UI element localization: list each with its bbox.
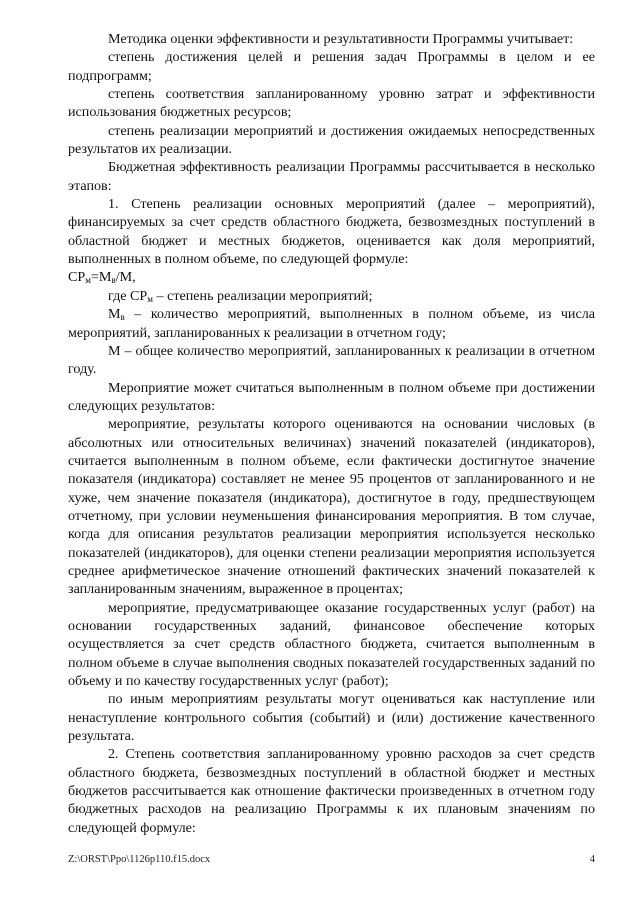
formula-implementation-degree: [68, 268, 595, 286]
file-path: Z:\ORST\Ppo\1126p110.f15.docx: [68, 854, 211, 865]
paragraph: степень достижения целей и решения задач Программы в целом и ее подпрограмм;: [68, 49, 595, 84]
definition-term: где СР: [108, 287, 148, 304]
formula-rhs: /М,: [115, 269, 136, 286]
formula-eq: =М: [90, 269, 112, 286]
paragraph: Методика оценки эффективности и результативности Программы учитывает:: [108, 31, 574, 47]
definition-text: – степень реализации мероприятий;: [152, 287, 373, 304]
definition-term: М: [108, 306, 121, 323]
definition-term-subscript: в: [120, 312, 125, 323]
formula-lhs-subscript: м: [85, 275, 91, 286]
paragraph: степень соответствия запланированному уровню затрат и эффективности использования бюджетных ресурсов;: [68, 86, 595, 121]
definition-mv: [68, 305, 595, 342]
paragraph: мероприятие, результаты которого оцениваются на основании числовых (в абсолютных или относительных величинах) значений показателей (индикаторов), считается выполненным в полном объеме, если фактически достигнутое значение показателя (индикатора) составляет не менее 95 процентов от запланированного и не хуже, чем значение показателя (индикатора), достигнутое в году, предшествующем отчетному, при условии неуменьшения финансирования мероприятия. В том случае, когда для описания результатов реализации мероприятия используется несколько показателей (индикаторов), для оценки степени реализации мероприятия используется среднее арифметическое значение отношений фактических значений показателей к запланированным значениям, выраженное в процентах;: [68, 416, 595, 598]
paragraph: мероприятие, предусматривающее оказание государственных услуг (работ) на основании государственных заданий, финансовое обеспечение которых осуществляется за счет средств областного бюджета, считается выполненным в полном объеме в случае выполнения сводных показателей государственных заданий по объему и по качеству государственных услуг (работ);: [68, 599, 595, 690]
paragraph: М – общее количество мероприятий, запланированных к реализации в отчетном году.: [68, 342, 595, 378]
formula-lhs: СР: [68, 269, 86, 286]
definition-text: – количество мероприятий, выполненных в полном объеме, из числа мероприятий, запланированных к реализации в отчетном году;: [68, 306, 595, 341]
paragraph: Бюджетная эффективность реализации Программы рассчитывается в несколько этапов:: [68, 159, 595, 194]
page-number: 4: [589, 854, 595, 865]
definition-srm: [68, 287, 595, 305]
paragraph: Мероприятие может считаться выполненным в полном объеме при достижении следующих результатов:: [68, 379, 595, 414]
paragraph: 1. Степень реализации основных мероприятий (далее – мероприятий), финансируемых за счет средств областного бюджета, безвозмездных поступлений в областной бюджет и местных бюджетов, оценивается как доля мероприятий, выполненных в полном объеме, по следующей формуле:: [68, 196, 595, 268]
paragraph: 2. Степень соответствия запланированному уровню расходов за счет средств областного бюджета, безвозмездных поступлений в областной бюджет и местных бюджетов рассчитывается как отношение фактически произведенных в отчетном году бюджетных расходов на реализацию Программы к их плановым значениям по следующей формуле:: [68, 746, 595, 836]
document-body: [68, 30, 595, 837]
formula-numerator-subscript: в: [111, 275, 116, 286]
paragraph: степень реализации мероприятий и достижения ожидаемых непосредственных результатов их реализации.: [68, 122, 595, 158]
definition-term-subscript: м: [147, 293, 153, 304]
paragraph: по иным мероприятиям результаты могут оцениваться как наступление или ненаступление контрольного события (событий) и (или) достижение качественного результата.: [68, 691, 595, 745]
